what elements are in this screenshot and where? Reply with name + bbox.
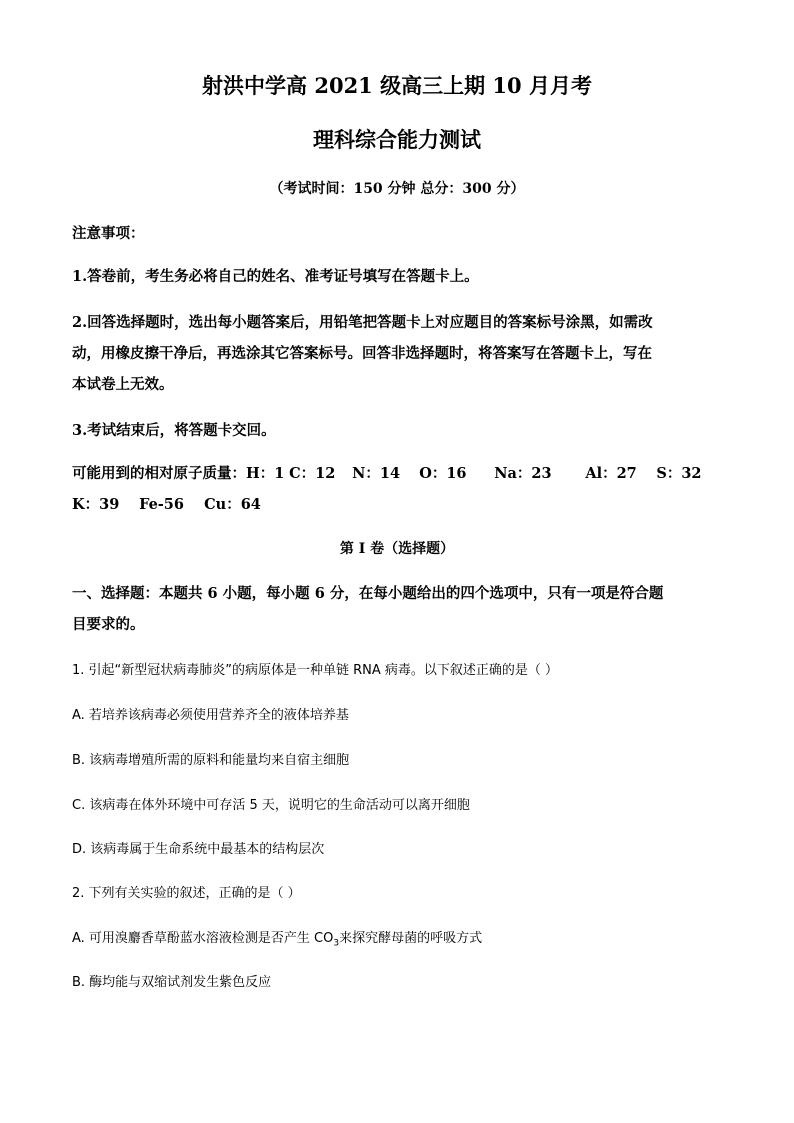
atomic-mass-k: K：39 [72,496,120,513]
question-2-option-a-text: A. 可用溴麝香草酚蓝水溶液检测是否产生 CO [72,931,334,946]
exam-time-info: （考试时间：150 分钟 总分：300 分） [269,181,525,197]
atomic-mass-cu: Cu：64 [204,496,261,513]
atomic-mass-c: C：12 [289,465,336,482]
question-1-stem: 1. 引起“新型冠状病毒肺炎”的病原体是一种单链 RNA 病毒。以下叙述正确的是（ ） [72,663,559,678]
atomic-mass-row-2 [72,493,261,514]
question-1-option-d: D. 该病毒属于生命系统中最基本的结构层次 [72,842,325,857]
atomic-mass-s: S：32 [656,465,702,482]
section-intro-line-2: 目要求的。 [72,616,145,633]
question-2-stem: 2. 下列有关实验的叙述，正确的是（ ） [72,886,301,901]
notes-item-2-line-1: 2.回答选择题时，选出每小题答案后，用铅笔把答题卡上对应题目的答案标号涂黑，如需改 [72,314,653,331]
question-2-option-b: B. 酶均能与双缩试剂发生紫色反应 [72,975,272,990]
atomic-mass-label: 可能用到的相对原子质量： [72,465,246,482]
question-1-option-a: A. 若培养该病毒必须使用营养齐全的液体培养基 [72,708,349,723]
atomic-mass-row-1 [72,462,702,483]
atomic-mass-fe: Fe-56 [139,496,184,513]
notes-item-1: 1.答卷前，考生务必将自己的姓名、准考证号填写在答题卡上。 [72,268,479,285]
atomic-mass-na: Na：23 [494,465,552,482]
question-2-option-a-text-end: 来探究酵母菌的呼吸方式 [339,931,483,946]
exam-title: 射洪中学高 2021 级高三上期 10 月月考 [202,73,592,98]
atomic-mass-al: Al：27 [585,465,637,482]
question-2-option-a-subscript: 3 [333,938,340,949]
question-1-option-c: C. 该病毒在体外环境中可存活 5 天，说明它的生命活动可以离开细胞 [72,798,470,813]
question-2-option-a [72,927,482,949]
notes-item-2-line-2: 动，用橡皮擦干净后，再选涂其它答案标号。回答非选择题时，将答案写在答题卡上，写在 [72,345,652,362]
notes-heading: 注意事项： [72,225,145,242]
notes-item-3: 3.考试结束后，将答题卡交回。 [72,422,276,439]
atomic-mass-n: N：14 [352,465,401,482]
notes-item-2-line-3: 本试卷上无效。 [72,376,174,393]
question-1-option-b: B. 该病毒增殖所需的原料和能量均来自宿主细胞 [72,753,350,768]
section-intro-line-1: 一、选择题：本题共 6 小题，每小题 6 分，在每小题给出的四个选项中，只有一项是符合题 [72,585,664,602]
atomic-mass-o: O：16 [419,465,467,482]
atomic-mass-h: H：1 [246,465,285,482]
section-title: 第 I 卷（选择题） [339,541,455,557]
exam-subject: 理科综合能力测试 [313,127,481,152]
